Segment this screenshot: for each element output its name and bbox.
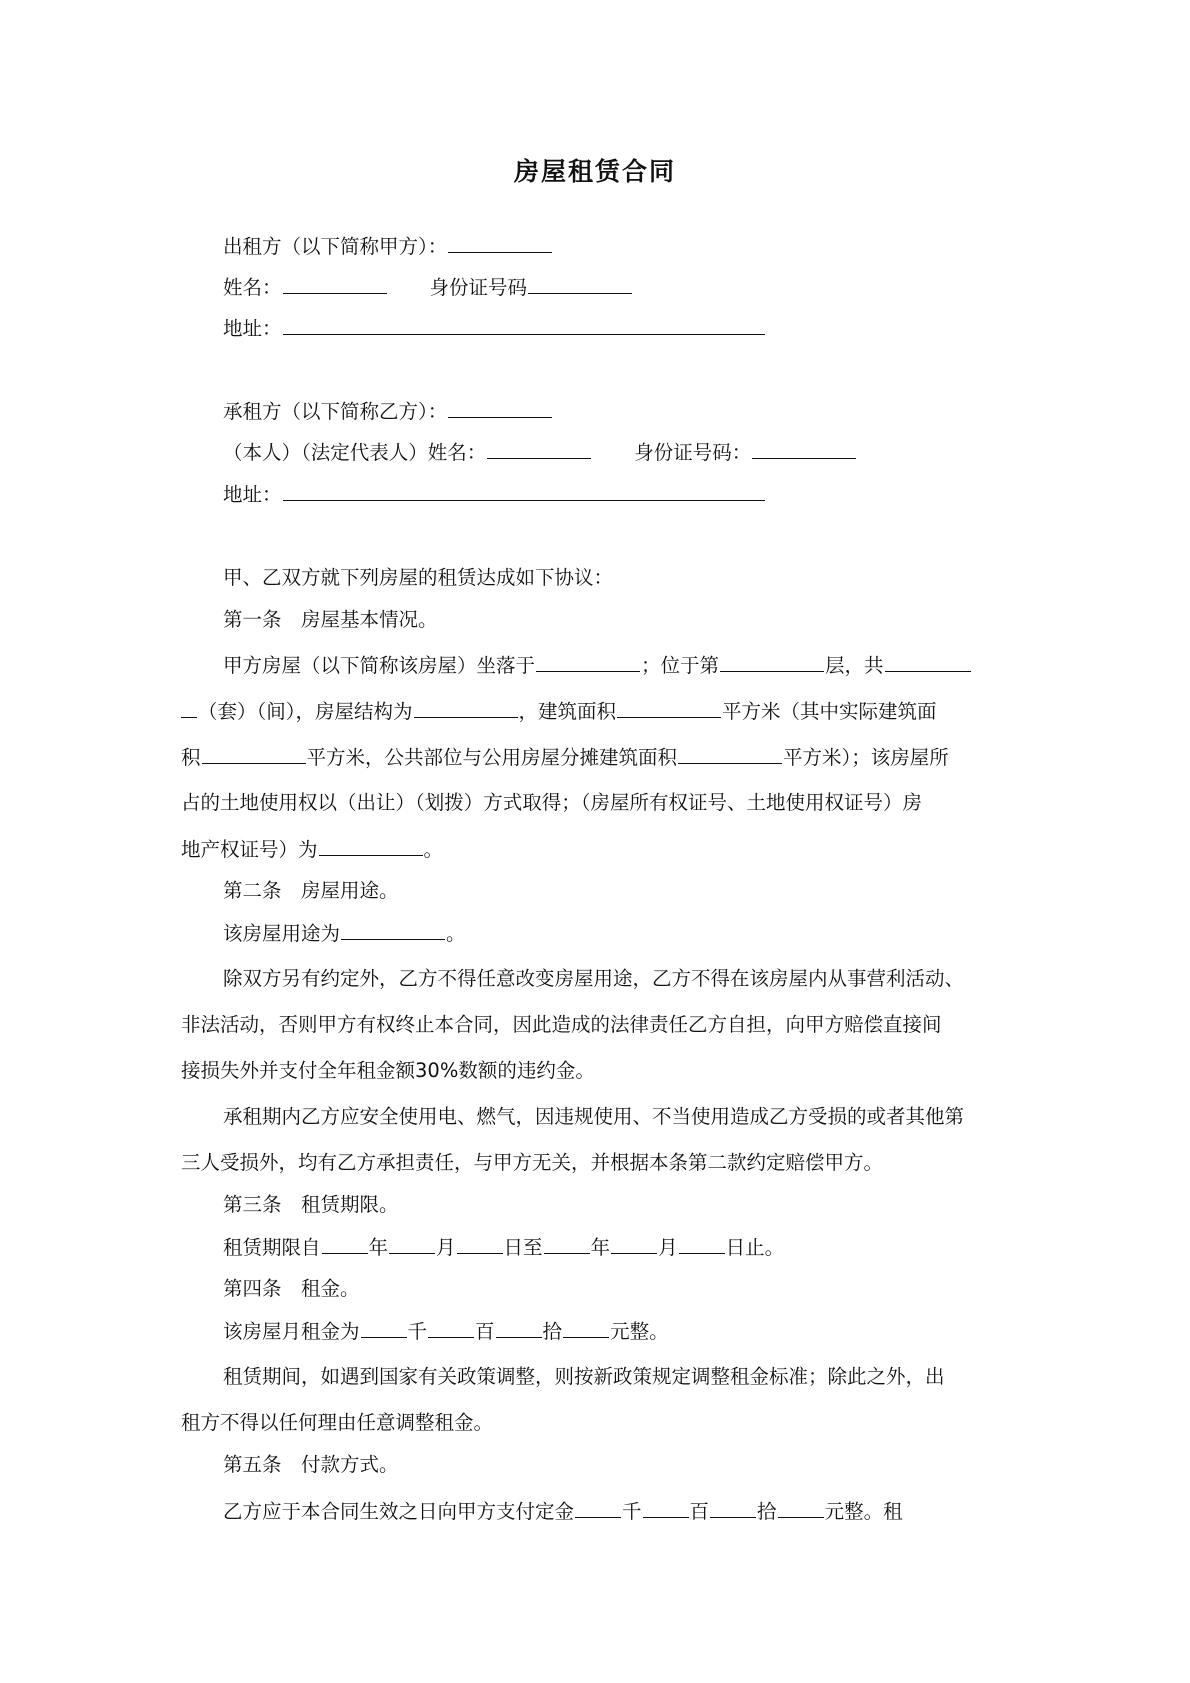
start-day-blank[interactable] [457,1233,503,1254]
article-5-text: 百 [689,1500,710,1523]
deposit-thousands-blank[interactable] [575,1497,621,1518]
article-3-text: 月 [658,1236,678,1259]
party-b-name-blank[interactable] [487,438,591,459]
article-2-text: 。 [446,922,466,945]
article-3-text: 租赁期限自 [223,1236,321,1259]
party-b-address-line [223,480,766,509]
article-3-text: 年 [590,1236,611,1259]
intro-line: 甲、乙双方就下列房屋的租赁达成如下协议： [223,566,614,589]
article-1-line-1 [223,651,972,680]
article-1-line-3 [181,743,949,772]
article-1-text: 甲方房屋（以下简称该房屋）坐落于 [223,654,536,677]
article-4-heading: 第四条 租金。 [223,1277,360,1300]
article-5-text: 千 [622,1500,642,1523]
units-blank[interactable] [885,651,971,672]
article-1-text: 平方米）；该房屋所 [783,746,949,769]
article-2-p1-line-1: 除双方另有约定外，乙方不得任意改变房屋用途，乙方不得在该房屋内从事营利活动、 [223,967,965,990]
article-2-p1-line-3: 接损失外并支付全年租金额30%数额的违约金。 [181,1059,595,1082]
deposit-tens-blank[interactable] [710,1497,756,1518]
article-4-rent-line [223,1317,669,1346]
party-a-id-label: 身份证号码 [429,276,528,299]
deposit-units-blank[interactable] [778,1497,824,1518]
article-5-text: 乙方应于本合同生效之日向甲方支付定金 [223,1500,575,1523]
area-blank[interactable] [617,697,721,718]
article-2-text: 该房屋用途为 [223,922,341,945]
article-5-text: 元整。租 [824,1500,903,1523]
party-b-label: 承租方（以下简称乙方）： [223,400,448,423]
party-a-address-line [223,314,766,343]
article-4-text: 千 [407,1320,428,1343]
article-2-p1-line-2: 非法活动，否则甲方有权终止本合同，因此造成的法律责任乙方自担，向甲方赔偿直接间 [181,1013,942,1036]
article-4-text: 元整。 [610,1320,669,1343]
article-1-text: 。 [423,838,444,861]
party-b-line [223,397,553,426]
article-4-text: 百 [475,1320,495,1343]
article-1-heading: 第一条 房屋基本情况。 [223,608,438,631]
article-1-text: 平方米，公共部位与公用房屋分摊建筑面积 [306,746,678,769]
article-5-deposit-line [223,1497,903,1526]
end-day-blank[interactable] [679,1233,725,1254]
party-b-address-label: 地址： [223,483,282,506]
article-3-heading: 第三条 租赁期限。 [223,1193,399,1216]
end-year-blank[interactable] [544,1233,590,1254]
certificate-blank[interactable] [319,835,423,856]
article-1-line-2 [181,697,937,726]
party-a-name-line [223,273,633,302]
deposit-hundreds-blank[interactable] [643,1497,689,1518]
party-b-blank[interactable] [448,397,552,418]
article-2-use-line [223,919,466,948]
article-1-text: 积 [181,746,201,769]
article-4-p-line-1: 租赁期间，如遇到国家有关政策调整，则按新政策规定调整租金标准；除此之外，出 [223,1365,945,1388]
party-a-address-blank[interactable] [283,314,765,335]
article-2-p2-line-2: 三人受损外，均有乙方承担责任，与甲方无关，并根据本条第二款约定赔偿甲方。 [181,1151,884,1174]
party-a-label: 出租方（以下简称甲方）： [223,235,448,258]
document-title: 房屋租赁合同 [513,157,676,186]
article-3-text: 月 [436,1236,456,1259]
actual-area-blank[interactable] [202,743,306,764]
article-1-text: （套）（间），房屋结构为 [198,700,413,723]
party-a-name-label: 姓名： [223,276,282,299]
start-year-blank[interactable] [322,1233,368,1254]
article-1-text: 平方米（其中实际建筑面 [722,700,937,723]
start-month-blank[interactable] [389,1233,435,1254]
units-blank-cont[interactable] [181,697,197,718]
end-month-blank[interactable] [611,1233,657,1254]
article-1-text: ；位于第 [641,654,720,677]
location-blank[interactable] [536,651,640,672]
party-a-blank[interactable] [448,232,552,253]
article-3-text: 年 [368,1236,389,1259]
rent-tens-blank[interactable] [496,1317,542,1338]
article-1-line-5 [181,835,443,864]
use-blank[interactable] [341,919,445,940]
article-1-text: 地产权证号）为 [181,838,318,861]
party-a-name-blank[interactable] [283,273,387,294]
structure-blank[interactable] [414,697,518,718]
floor-blank[interactable] [720,651,824,672]
article-3-text: 日至 [503,1236,543,1259]
rent-thousands-blank[interactable] [361,1317,407,1338]
article-1-text: ，建筑面积 [518,700,617,723]
article-1-text: 层，共 [825,654,884,677]
article-4-text: 该房屋月租金为 [223,1320,360,1343]
party-b-address-blank[interactable] [283,480,765,501]
shared-area-blank[interactable] [678,743,782,764]
article-1-line-4: 占的土地使用权以（出让）（划拨）方式取得；（房屋所有权证号、土地使用权证号）房 [181,791,923,814]
party-b-id-label: 身份证号码： [634,441,752,464]
article-5-text: 拾 [757,1500,777,1523]
rent-units-blank[interactable] [563,1317,609,1338]
party-b-id-blank[interactable] [752,438,856,459]
party-a-address-label: 地址： [223,317,282,340]
party-b-name-label: （本人）（法定代表人）姓名： [223,441,487,464]
article-2-heading: 第二条 房屋用途。 [223,879,399,902]
article-3-term-line [223,1233,784,1262]
party-b-name-line [223,438,857,467]
article-2-p2-line-1: 承租期内乙方应安全使用电、燃气，因违规使用、不当使用造成乙方受损的或者其他第 [223,1105,965,1128]
party-a-line [223,232,553,261]
rent-hundreds-blank[interactable] [428,1317,474,1338]
article-3-text: 日止。 [725,1236,785,1259]
party-a-id-blank[interactable] [528,273,632,294]
article-4-text: 拾 [542,1320,563,1343]
article-4-p-line-2: 租方不得以任何理由任意调整租金。 [181,1411,494,1434]
article-5-heading: 第五条 付款方式。 [223,1453,399,1476]
